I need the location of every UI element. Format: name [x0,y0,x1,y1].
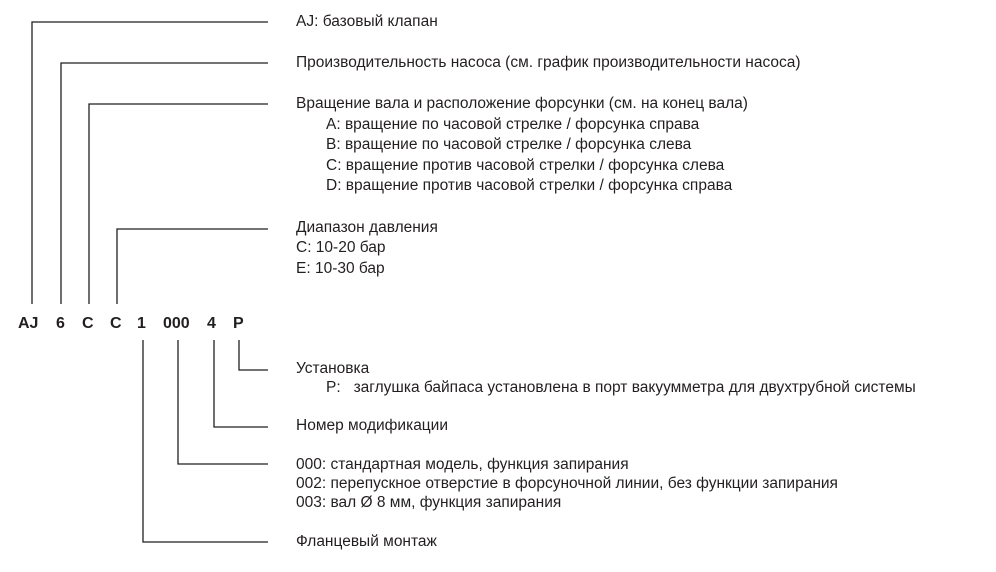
code-segment-flange: 1 [137,315,146,332]
code-segment-rotation: C [82,315,94,332]
leader-installation [239,340,268,370]
rotation-option-b: B: вращение по часовой стрелке / форсунка слева [326,136,692,153]
code-segment-pressure: C [110,315,122,332]
variant-000: 000: стандартная модель, функция запирания [296,456,629,473]
variant-003: 003: вал Ø 8 мм, функция запирания [296,494,562,511]
code-segment-aj: AJ [18,315,39,332]
label-flange-mount: Фланцевый монтаж [296,533,437,550]
code-segment-installation: P [233,315,244,332]
label-base-valve: AJ: базовый клапан [296,13,438,30]
leader-pressure-range [117,229,268,304]
leader-rotation [89,104,268,304]
label-installation-title: Установка [296,360,370,377]
label-pump-capacity: Производительность насоса (см. график производительности насоса) [296,54,801,71]
installation-option-p: P: заглушка байпаса установлена в порт вакуумметра для двухтрубной системы [326,379,916,396]
pressure-option-e: E: 10-30 бар [296,260,385,277]
code-segment-modification: 4 [207,315,216,332]
leader-pump-capacity [61,63,268,304]
rotation-option-c: C: вращение против часовой стрелки / форсунка слева [326,157,725,174]
rotation-option-d: D: вращение против часовой стрелки / форсунка справа [326,177,733,194]
code-segment-variant: 000 [163,315,190,332]
leader-modification-number [214,340,268,427]
leader-base-valve [32,22,268,304]
code-segment-pump: 6 [56,315,65,332]
label-pressure-range-title: Диапазон давления [296,219,438,236]
pressure-option-c: C: 10-20 бар [296,239,386,256]
label-modification-number: Номер модификации [296,417,449,434]
variant-002: 002: перепускное отверстие в форсуночной линии, без функции запирания [296,475,838,492]
leader-model-variants [178,340,268,464]
rotation-option-a: A: вращение по часовой стрелке / форсунка справа [326,116,700,133]
label-rotation-title: Вращение вала и расположение форсунки (см. на конец вала) [296,95,748,112]
